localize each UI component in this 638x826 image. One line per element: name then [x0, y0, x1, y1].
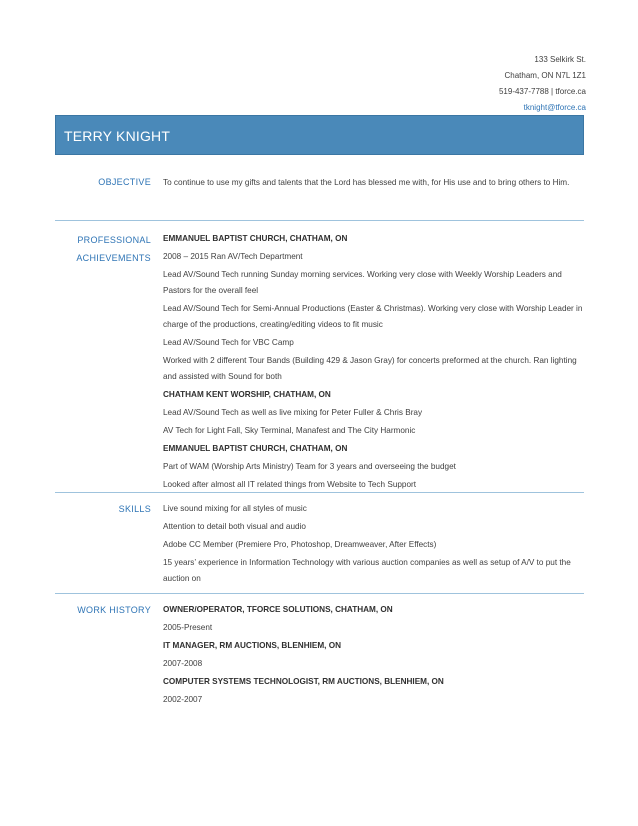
employer-heading: CHATHAM KENT WORSHIP, CHATHAM, ON: [163, 390, 331, 399]
person-name: TERRY KNIGHT: [64, 128, 171, 144]
section-divider: [55, 492, 584, 493]
job-dates: 2005-Present: [163, 623, 213, 632]
skill-item: Adobe CC Member (Premiere Pro, Photoshop, Dreamweaver, After Effects): [163, 540, 437, 549]
achievement-item: Lead AV/Sound Tech running Sunday morning services. Working very close with Weekly Worship Leaders and Pastors for the overall feel: [163, 270, 562, 295]
work-history-label: WORK HISTORY: [77, 605, 151, 615]
job-title: COMPUTER SYSTEMS TECHNOLOGIST, RM AUCTIONS, BLENHIEM, ON: [163, 677, 444, 686]
achievement-item: 2008 – 2015 Ran AV/Tech Department: [163, 252, 303, 261]
name-banner: [55, 115, 584, 155]
job-dates: 2002-2007: [163, 695, 203, 704]
skills-content: [163, 501, 584, 589]
achievements-content: [163, 231, 584, 495]
achievement-item: Worked with 2 different Tour Bands (Building 429 & Jason Gray) for concerts preformed at the church. Ran lighting and assisted with Sound for both: [163, 356, 577, 381]
work-history-content: [163, 602, 584, 710]
phone-website: 519-437-7788 | tforce.ca: [498, 87, 586, 96]
objective-label: OBJECTIVE: [98, 177, 151, 187]
achievements-label: [55, 231, 151, 267]
skills-label: SKILLS: [118, 504, 151, 514]
achievement-item: Lead AV/Sound Tech for Semi-Annual Productions (Easter & Christmas). Working very close with Worship Leader in charge of the productions, creating/editing videos to fit music: [163, 304, 583, 329]
skill-item: Attention to detail both visual and audio: [163, 522, 306, 531]
section-divider: [55, 220, 584, 221]
objective-content: [163, 174, 584, 192]
achievement-item: Lead AV/Sound Tech for VBC Camp: [163, 338, 294, 347]
address-line-2: Chatham, ON N7L 1Z1: [504, 71, 586, 80]
job-title: IT MANAGER, RM AUCTIONS, BLENHIEM, ON: [163, 641, 341, 650]
achievement-item: Part of WAM (Worship Arts Ministry) Team for 3 years and overseeing the budget: [163, 462, 456, 471]
email-link[interactable]: tknight@tforce.ca: [523, 103, 586, 112]
skill-item: Live sound mixing for all styles of music: [163, 504, 307, 513]
achievement-item: AV Tech for Light Fall, Sky Terminal, Manafest and The City Harmonic: [163, 426, 416, 435]
employer-heading: EMMANUEL BAPTIST CHURCH, CHATHAM, ON: [163, 234, 348, 243]
achievement-item: Lead AV/Sound Tech as well as live mixing for Peter Fuller & Chris Bray: [163, 408, 423, 417]
achievement-item: Looked after almost all IT related things from Website to Tech Support: [163, 480, 417, 489]
achievements-label-line-2: ACHIEVEMENTS: [76, 253, 151, 263]
section-divider: [55, 593, 584, 594]
employer-heading: EMMANUEL BAPTIST CHURCH, CHATHAM, ON: [163, 444, 348, 453]
objective-text: To continue to use my gifts and talents that the Lord has blessed me with, for His use and to bring others to Him.: [163, 178, 570, 187]
contact-block: [499, 52, 586, 116]
job-title: OWNER/OPERATOR, TFORCE SOLUTIONS, CHATHAM, ON: [163, 605, 393, 614]
address-line-1: 133 Selkirk St.: [534, 55, 586, 64]
achievements-label-line-1: PROFESSIONAL: [77, 235, 151, 245]
job-dates: 2007-2008: [163, 659, 203, 668]
skill-item: 15 years’ experience in Information Technology with various auction companies as well as setup of A/V to put the auction on: [163, 558, 571, 583]
